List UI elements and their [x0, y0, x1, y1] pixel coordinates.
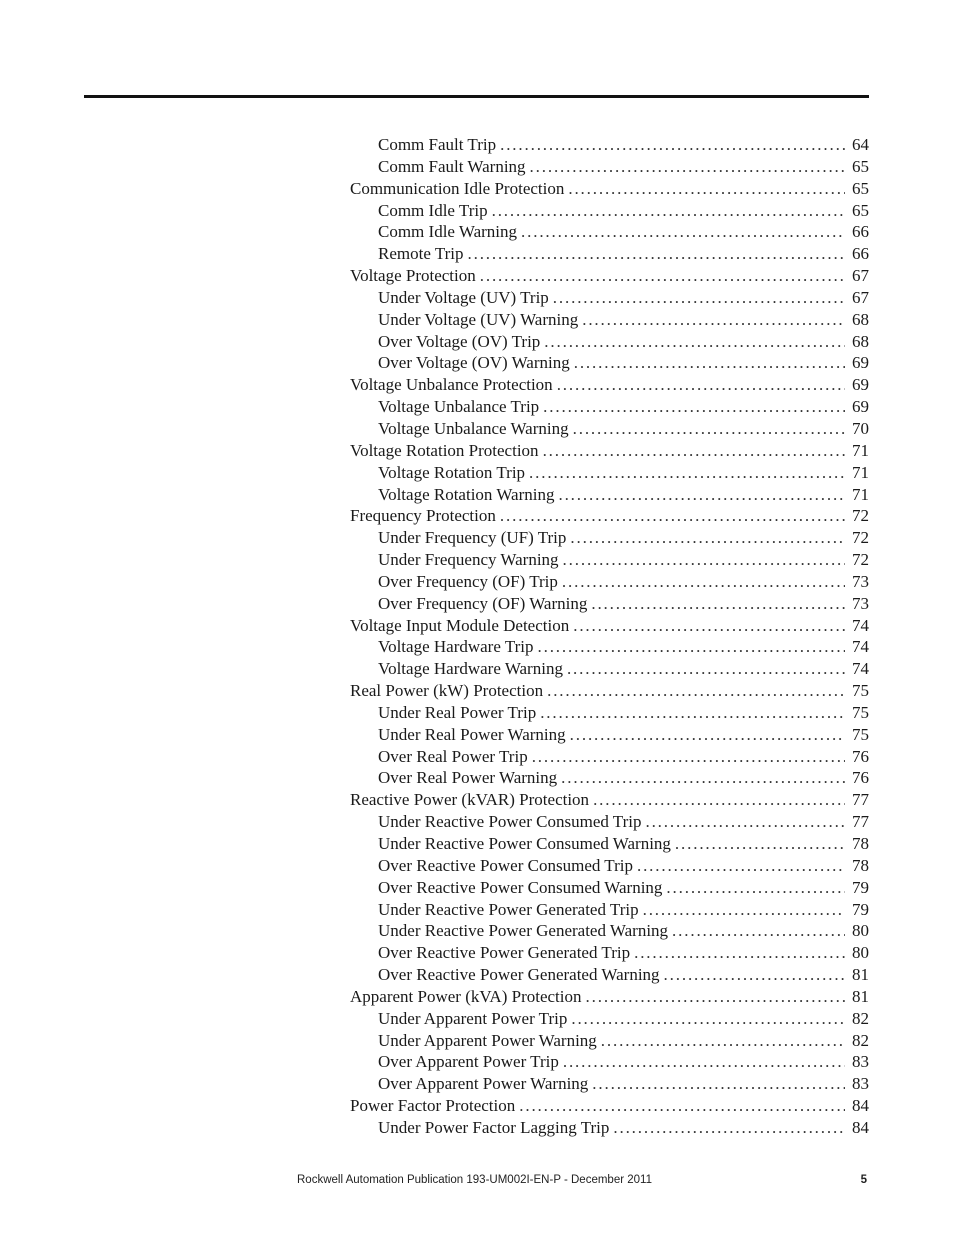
- toc-entry-label: Under Voltage (UV) Trip: [378, 287, 549, 307]
- toc-subsection-entry[interactable]: [350, 1030, 869, 1052]
- dot-leader: [547, 680, 845, 702]
- toc-subsection-entry[interactable]: [350, 287, 869, 309]
- toc-entry-page-number: 69: [852, 353, 869, 373]
- dot-leader: [672, 920, 845, 942]
- toc-subsection-entry[interactable]: [350, 593, 869, 615]
- toc-entry-page-number: 69: [852, 375, 869, 395]
- dot-leader: [586, 986, 845, 1008]
- toc-subsection-entry[interactable]: [350, 920, 869, 942]
- toc-entry-page-number: 71: [852, 440, 869, 460]
- toc-subsection-entry[interactable]: [350, 899, 869, 921]
- toc-entry-label: Over Voltage (OV) Trip: [378, 331, 541, 351]
- toc-entry-page-number: 83: [852, 1052, 869, 1072]
- toc-subsection-entry[interactable]: [350, 811, 869, 833]
- toc-entry-page-number: 69: [852, 397, 869, 417]
- toc-entry-label: Under Reactive Power Consumed Trip: [378, 812, 642, 832]
- toc-section-entry[interactable]: [350, 789, 869, 811]
- toc-subsection-entry[interactable]: [350, 942, 869, 964]
- dot-leader: [637, 855, 845, 877]
- toc-section-entry[interactable]: [350, 440, 869, 462]
- toc-entry-label: Under Reactive Power Consumed Warning: [378, 834, 671, 853]
- toc-entry-label: Voltage Rotation Protection: [350, 440, 539, 460]
- toc-entry-label: Over Reactive Power Generated Trip: [378, 943, 631, 963]
- toc-entry-label: Voltage Hardware Warning: [378, 659, 563, 679]
- toc-entry-page-number: 64: [852, 135, 869, 154]
- toc-subsection-entry[interactable]: [350, 877, 869, 899]
- dot-leader: [544, 331, 845, 353]
- dot-leader: [570, 527, 845, 549]
- toc-subsection-entry[interactable]: [350, 964, 869, 986]
- toc-subsection-entry[interactable]: [350, 767, 869, 789]
- toc-section-entry[interactable]: [350, 505, 869, 527]
- toc-entry-label: Voltage Rotation Trip: [378, 462, 526, 482]
- toc-subsection-entry[interactable]: [350, 462, 869, 484]
- toc-entry-label: Over Reactive Power Generated Warning: [378, 965, 660, 985]
- toc-entry-page-number: 65: [852, 200, 869, 220]
- dot-leader: [643, 899, 845, 921]
- toc-section-entry[interactable]: [350, 986, 869, 1008]
- toc-entry-label: Apparent Power (kVA) Protection: [350, 986, 582, 1006]
- toc-entry-label: Remote Trip: [378, 244, 464, 264]
- toc-subsection-entry[interactable]: [350, 724, 869, 746]
- toc-entry-label: Over Frequency (OF) Warning: [378, 593, 588, 613]
- toc-subsection-entry[interactable]: [350, 636, 869, 658]
- toc-entry-page-number: 81: [852, 986, 869, 1006]
- dot-leader: [540, 702, 845, 724]
- toc-entry-label: Over Reactive Power Consumed Trip: [378, 855, 633, 875]
- toc-entry-page-number: 75: [852, 681, 869, 701]
- dot-leader: [480, 265, 845, 287]
- toc-section-entry[interactable]: [350, 374, 869, 396]
- toc-entry-page-number: 79: [852, 899, 869, 919]
- dot-leader: [666, 877, 845, 899]
- dot-leader: [530, 156, 845, 178]
- dot-leader: [563, 549, 845, 571]
- toc-entry-page-number: 76: [852, 746, 869, 766]
- toc-entry-page-number: 67: [852, 266, 869, 286]
- dot-leader: [492, 200, 845, 222]
- dot-leader: [500, 134, 845, 156]
- toc-section-entry[interactable]: [350, 1095, 869, 1117]
- dot-leader: [557, 374, 845, 396]
- dot-leader: [532, 746, 845, 768]
- toc-subsection-entry[interactable]: [350, 833, 869, 855]
- toc-subsection-entry[interactable]: [350, 331, 869, 353]
- toc-section-entry[interactable]: [350, 680, 869, 702]
- toc-entry-page-number: 66: [852, 222, 869, 242]
- toc-entry-label: Over Apparent Power Trip: [378, 1052, 559, 1072]
- toc-subsection-entry[interactable]: [350, 309, 869, 331]
- toc-entry-page-number: 83: [852, 1074, 869, 1094]
- toc-entry-label: Real Power (kW) Protection: [350, 681, 544, 701]
- toc-entry-page-number: 84: [852, 1096, 869, 1116]
- toc-section-entry[interactable]: [350, 615, 869, 637]
- toc-entry-label: Over Reactive Power Consumed Warning: [378, 877, 663, 897]
- toc-section-entry[interactable]: [350, 265, 869, 287]
- dot-leader: [664, 964, 845, 986]
- toc-entry-page-number: 65: [852, 178, 869, 198]
- header-rule: [84, 95, 869, 98]
- toc-section-entry[interactable]: [350, 178, 869, 200]
- dot-leader: [591, 593, 845, 615]
- toc-entry-page-number: 84: [852, 1117, 869, 1137]
- toc-entry-page-number: 68: [852, 309, 869, 329]
- dot-leader: [592, 1073, 845, 1095]
- dot-leader: [582, 309, 845, 331]
- toc-entry-label: Voltage Protection: [350, 266, 476, 286]
- toc-entry-page-number: 82: [852, 1030, 869, 1050]
- toc-entry-page-number: 81: [852, 965, 869, 985]
- dot-leader: [563, 1051, 845, 1073]
- toc-entry-label: Over Frequency (OF) Trip: [378, 571, 558, 591]
- dot-leader: [574, 352, 845, 374]
- toc-subsection-entry[interactable]: [350, 156, 869, 178]
- toc-entry-page-number: 68: [852, 331, 869, 351]
- toc-subsection-entry[interactable]: [350, 658, 869, 680]
- dot-leader: [573, 615, 845, 637]
- toc-entry-label: Comm Fault Warning: [378, 156, 526, 176]
- toc-entry-label: Voltage Unbalance Protection: [350, 375, 553, 395]
- toc-subsection-entry[interactable]: [350, 396, 869, 418]
- toc-entry-label: Over Real Power Warning: [378, 768, 558, 788]
- toc-entry-label: Voltage Input Module Detection: [350, 615, 570, 635]
- toc-entry-page-number: 70: [852, 418, 869, 438]
- toc-entry-page-number: 65: [852, 156, 869, 176]
- toc-subsection-entry[interactable]: [350, 1073, 869, 1095]
- toc-subsection-entry[interactable]: [350, 855, 869, 877]
- toc-entry-label: Communication Idle Protection: [350, 178, 565, 198]
- toc-subsection-entry[interactable]: [350, 221, 869, 243]
- toc-subsection-entry[interactable]: [350, 702, 869, 724]
- toc-entry-label: Under Frequency (UF) Trip: [378, 528, 567, 548]
- toc-entry-label: Over Voltage (OV) Warning: [378, 353, 570, 373]
- dot-leader: [558, 484, 845, 506]
- dot-leader: [562, 571, 845, 593]
- toc-subsection-entry[interactable]: [350, 1008, 869, 1030]
- dot-leader: [567, 658, 845, 680]
- dot-leader: [538, 636, 846, 658]
- toc-entry-page-number: 71: [852, 462, 869, 482]
- toc-entry-page-number: 72: [852, 550, 869, 570]
- page-number: 5: [860, 1174, 867, 1186]
- dot-leader: [500, 505, 845, 527]
- dot-leader: [613, 1117, 845, 1139]
- toc-entry-label: Voltage Hardware Trip: [378, 637, 534, 657]
- toc-entry-label: Comm Fault Trip: [378, 135, 497, 154]
- toc-entry-label: Comm Idle Trip: [378, 200, 488, 220]
- toc-entry-label: Power Factor Protection: [350, 1096, 516, 1116]
- toc-entry-page-number: 75: [852, 702, 869, 722]
- toc-subsection-entry[interactable]: [350, 243, 869, 265]
- toc-entry-label: Under Power Factor Lagging Trip: [378, 1117, 610, 1137]
- publication-info: Rockwell Automation Publication 193-UM002I-EN-P - December 2011: [297, 1174, 652, 1186]
- table-of-contents: [350, 134, 869, 1139]
- toc-subsection-entry[interactable]: [350, 1117, 869, 1139]
- toc-entry-page-number: 82: [852, 1008, 869, 1028]
- dot-leader: [634, 942, 845, 964]
- toc-entry-page-number: 74: [852, 659, 869, 679]
- toc-entry-page-number: 77: [852, 790, 869, 810]
- dot-leader: [571, 1008, 845, 1030]
- toc-subsection-entry[interactable]: [350, 549, 869, 571]
- toc-entry-label: Under Apparent Power Warning: [378, 1030, 597, 1050]
- dot-leader: [645, 811, 845, 833]
- toc-entry-label: Under Reactive Power Generated Warning: [378, 921, 669, 941]
- dot-leader: [543, 396, 845, 418]
- toc-entry-label: Under Frequency Warning: [378, 550, 559, 570]
- dot-leader: [521, 221, 845, 243]
- toc-entry-page-number: 74: [852, 615, 869, 635]
- toc-entry-label: Frequency Protection: [350, 506, 496, 526]
- dot-leader: [553, 287, 845, 309]
- toc-entry-label: Under Voltage (UV) Warning: [378, 309, 579, 329]
- toc-entry-page-number: 80: [852, 943, 869, 963]
- toc-subsection-entry[interactable]: [350, 134, 869, 156]
- dot-leader: [519, 1095, 845, 1117]
- toc-subsection-entry[interactable]: [350, 571, 869, 593]
- toc-entry-page-number: 73: [852, 571, 869, 591]
- toc-entry-page-number: 72: [852, 528, 869, 548]
- dot-leader: [573, 418, 845, 440]
- toc-entry-label: Voltage Unbalance Warning: [378, 418, 569, 438]
- toc-subsection-entry[interactable]: [350, 418, 869, 440]
- toc-entry-label: Under Real Power Trip: [378, 702, 537, 722]
- dot-leader: [468, 243, 846, 265]
- dot-leader: [570, 724, 845, 746]
- toc-entry-page-number: 76: [852, 768, 869, 788]
- toc-entry-page-number: 71: [852, 484, 869, 504]
- toc-subsection-entry[interactable]: [350, 527, 869, 549]
- toc-entry-page-number: 66: [852, 244, 869, 264]
- toc-entry-page-number: 72: [852, 506, 869, 526]
- toc-entry-label: Under Reactive Power Generated Trip: [378, 899, 639, 919]
- toc-entry-label: Voltage Rotation Warning: [378, 484, 555, 504]
- dot-leader: [561, 767, 845, 789]
- dot-leader: [601, 1030, 845, 1052]
- toc-subsection-entry[interactable]: [350, 1051, 869, 1073]
- toc-subsection-entry[interactable]: [350, 352, 869, 374]
- toc-entry-page-number: 78: [852, 855, 869, 875]
- toc-entry-page-number: 80: [852, 921, 869, 941]
- toc-subsection-entry[interactable]: [350, 484, 869, 506]
- dot-leader: [568, 178, 845, 200]
- toc-entry-label: Under Apparent Power Trip: [378, 1008, 568, 1028]
- toc-entry-page-number: 78: [852, 834, 869, 853]
- toc-entry-label: Over Real Power Trip: [378, 746, 528, 766]
- toc-entry-page-number: 74: [852, 637, 869, 657]
- toc-entry-page-number: 75: [852, 724, 869, 744]
- toc-entry-page-number: 79: [852, 877, 869, 897]
- dot-leader: [593, 789, 845, 811]
- toc-entry-label: Under Real Power Warning: [378, 724, 566, 744]
- toc-entry-label: Voltage Unbalance Trip: [378, 397, 540, 417]
- toc-entry-label: Reactive Power (kVAR) Protection: [350, 790, 590, 810]
- dot-leader: [675, 833, 845, 855]
- toc-entry-page-number: 67: [852, 287, 869, 307]
- toc-subsection-entry[interactable]: [350, 746, 869, 768]
- dot-leader: [529, 462, 845, 484]
- toc-entry-page-number: 77: [852, 812, 869, 832]
- toc-entry-page-number: 73: [852, 593, 869, 613]
- dot-leader: [543, 440, 845, 462]
- toc-entry-label: Over Apparent Power Warning: [378, 1074, 589, 1094]
- toc-entry-label: Comm Idle Warning: [378, 222, 518, 242]
- toc-subsection-entry[interactable]: [350, 200, 869, 222]
